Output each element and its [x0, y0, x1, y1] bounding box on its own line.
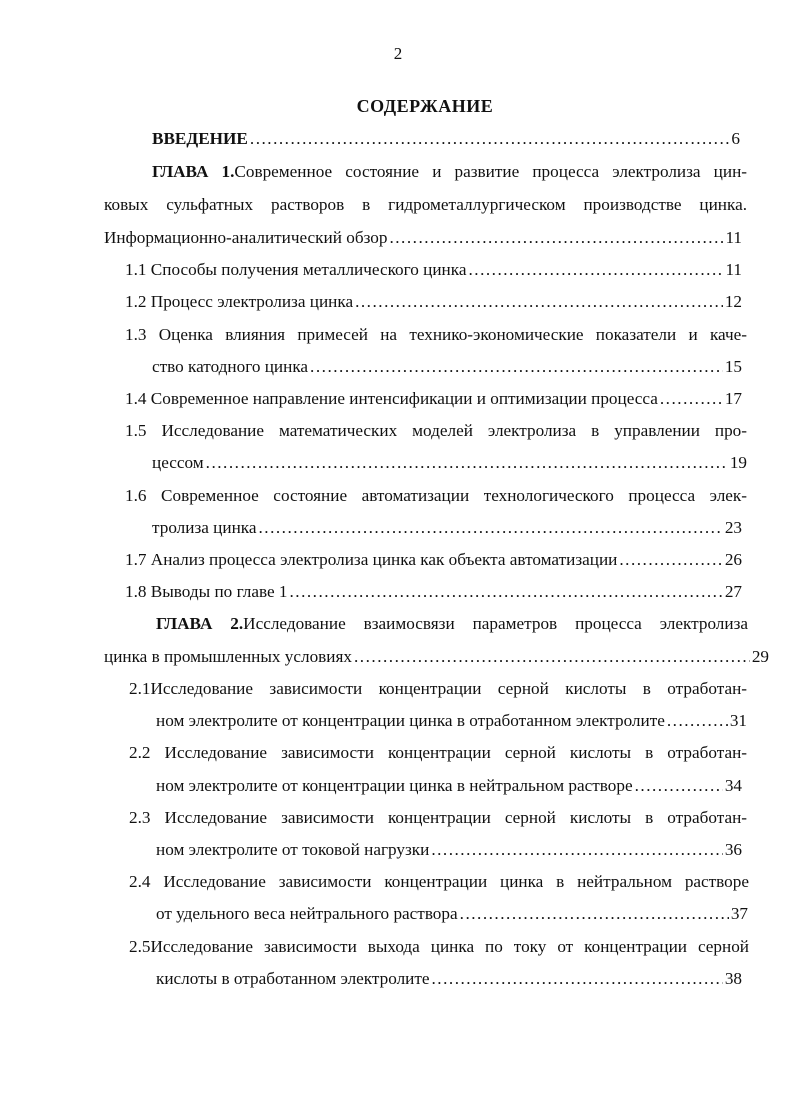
toc-entry-chapter-1[interactable]	[152, 160, 747, 184]
leader-dots	[619, 548, 722, 572]
leader-dots	[635, 774, 723, 798]
toc-entry-1-1[interactable]: 1.1 Способы получения металлического цинка ..... 11	[125, 258, 742, 282]
page-number: 2	[393, 44, 403, 63]
toc-entry-intro[interactable]	[152, 127, 740, 151]
toc-entry-1-3[interactable]: 1.3 Оценка влияния примесей на технико-экономические показатели и каче-	[125, 325, 747, 344]
toc-page-number: 38	[724, 969, 742, 988]
toc-entry-2-1-cont: ном электролите от концентрации цинка в отработанном электролите ..... 31	[156, 709, 747, 733]
toc-entry-2-4-cont: от удельного веса нейтрального раствора ..... 37	[156, 902, 748, 926]
toc-entry-2-3[interactable]: 2.3 Исследование зависимости концентрации серной кислоты в отработан-	[129, 808, 747, 827]
toc-entry-1-4[interactable]: 1.4 Современное направление интенсификации и оптимизации процесса ..... 17	[125, 387, 742, 411]
chapter-title-line-1: Современное состояние и развитие процесса электролиза цин-	[234, 162, 747, 181]
leader-dots	[206, 451, 728, 475]
leader-dots	[667, 709, 728, 733]
toc-entry-1-5-cont: цессом ..... 19	[152, 451, 747, 475]
toc-page-number: 29	[751, 647, 769, 666]
leader-dots	[289, 580, 722, 604]
toc-page-number: 6	[731, 129, 740, 148]
leader-dots	[460, 902, 729, 926]
leader-dots	[355, 290, 723, 314]
toc-entry-2-3-cont: ном электролите от токовой нагрузки ..... 36	[156, 838, 742, 862]
toc-page-number: 17	[724, 389, 742, 408]
toc-entry-2-2[interactable]: 2.2 Исследование зависимости концентрации серной кислоты в отработан-	[129, 743, 747, 762]
leader-dots	[432, 967, 723, 991]
leader-dots	[431, 838, 723, 862]
toc-entry-1-3-cont: ство катодного цинка ..... 15	[152, 355, 742, 379]
toc-page-number: 26	[724, 550, 742, 569]
leader-dots	[258, 516, 722, 540]
toc-entry-1-6[interactable]: 1.6 Современное состояние автоматизации технологического процесса элек-	[125, 486, 747, 505]
toc-entry-1-8[interactable]: 1.8 Выводы по главе 1 ..... 27	[125, 580, 742, 604]
toc-entry-label: ВВЕДЕНИЕ	[152, 129, 248, 148]
toc-entry-chapter-2[interactable]	[156, 612, 748, 636]
toc-entry-2-5-cont: кислоты в отработанном электролите ..... 38	[156, 967, 742, 991]
toc-page-number: 27	[724, 582, 742, 601]
toc-entry-1-2[interactable]: 1.2 Процесс электролиза цинка ..... 12	[125, 290, 742, 314]
leader-dots	[310, 355, 723, 379]
toc-entry-1-7[interactable]: 1.7 Анализ процесса электролиза цинка как объекта автоматизации ..... 26	[125, 548, 742, 572]
chapter-title-line-3: Информационно-аналитический обзор ..... 11	[104, 226, 742, 250]
toc-page-number: 11	[725, 260, 742, 279]
toc-entry-2-4[interactable]: 2.4 Исследование зависимости концентрации цинка в нейтральном растворе	[129, 872, 749, 891]
toc-page-number: 34	[724, 776, 742, 795]
toc-page-number: 37	[730, 904, 748, 923]
toc-page-number: 19	[729, 453, 747, 472]
toc-entry-1-5[interactable]: 1.5 Исследование математических моделей электролиза в управлении про-	[125, 421, 747, 440]
chapter-label: ГЛАВА 1.	[152, 162, 235, 181]
toc-page-number: 11	[725, 228, 742, 247]
toc-entry-2-2-cont: ном электролите от концентрации цинка в нейтральном растворе ..... 34	[156, 774, 742, 798]
leader-dots	[250, 127, 730, 151]
toc-page-number: 15	[724, 357, 742, 376]
toc-entry-1-6-cont: тролиза цинка ..... 23	[152, 516, 742, 540]
toc-page-number: 12	[724, 292, 742, 311]
chapter-title-line-1: Исследование взаимосвязи параметров процесса электролиза	[243, 614, 748, 633]
toc-page-number: 31	[729, 711, 747, 730]
leader-dots	[389, 226, 723, 250]
chapter-title-line-2: ковых сульфатных растворов в гидрометаллургическом производстве цинка.	[104, 195, 747, 214]
toc-title: СОДЕРЖАНИЕ	[356, 96, 494, 116]
toc-page-number: 23	[724, 518, 742, 537]
leader-dots	[660, 387, 723, 411]
toc-entry-2-1[interactable]: 2.1Исследование зависимости концентрации серной кислоты в отработан-	[129, 679, 747, 698]
leader-dots	[354, 645, 750, 669]
chapter-title-line-2: цинка в промышленных условиях ..... 29	[104, 645, 769, 669]
toc-entry-2-5[interactable]: 2.5Исследование зависимости выхода цинка по току от концентрации серной	[129, 937, 749, 956]
chapter-label: ГЛАВА 2.	[156, 614, 244, 633]
toc-page-number: 36	[724, 840, 742, 859]
leader-dots	[468, 258, 723, 282]
